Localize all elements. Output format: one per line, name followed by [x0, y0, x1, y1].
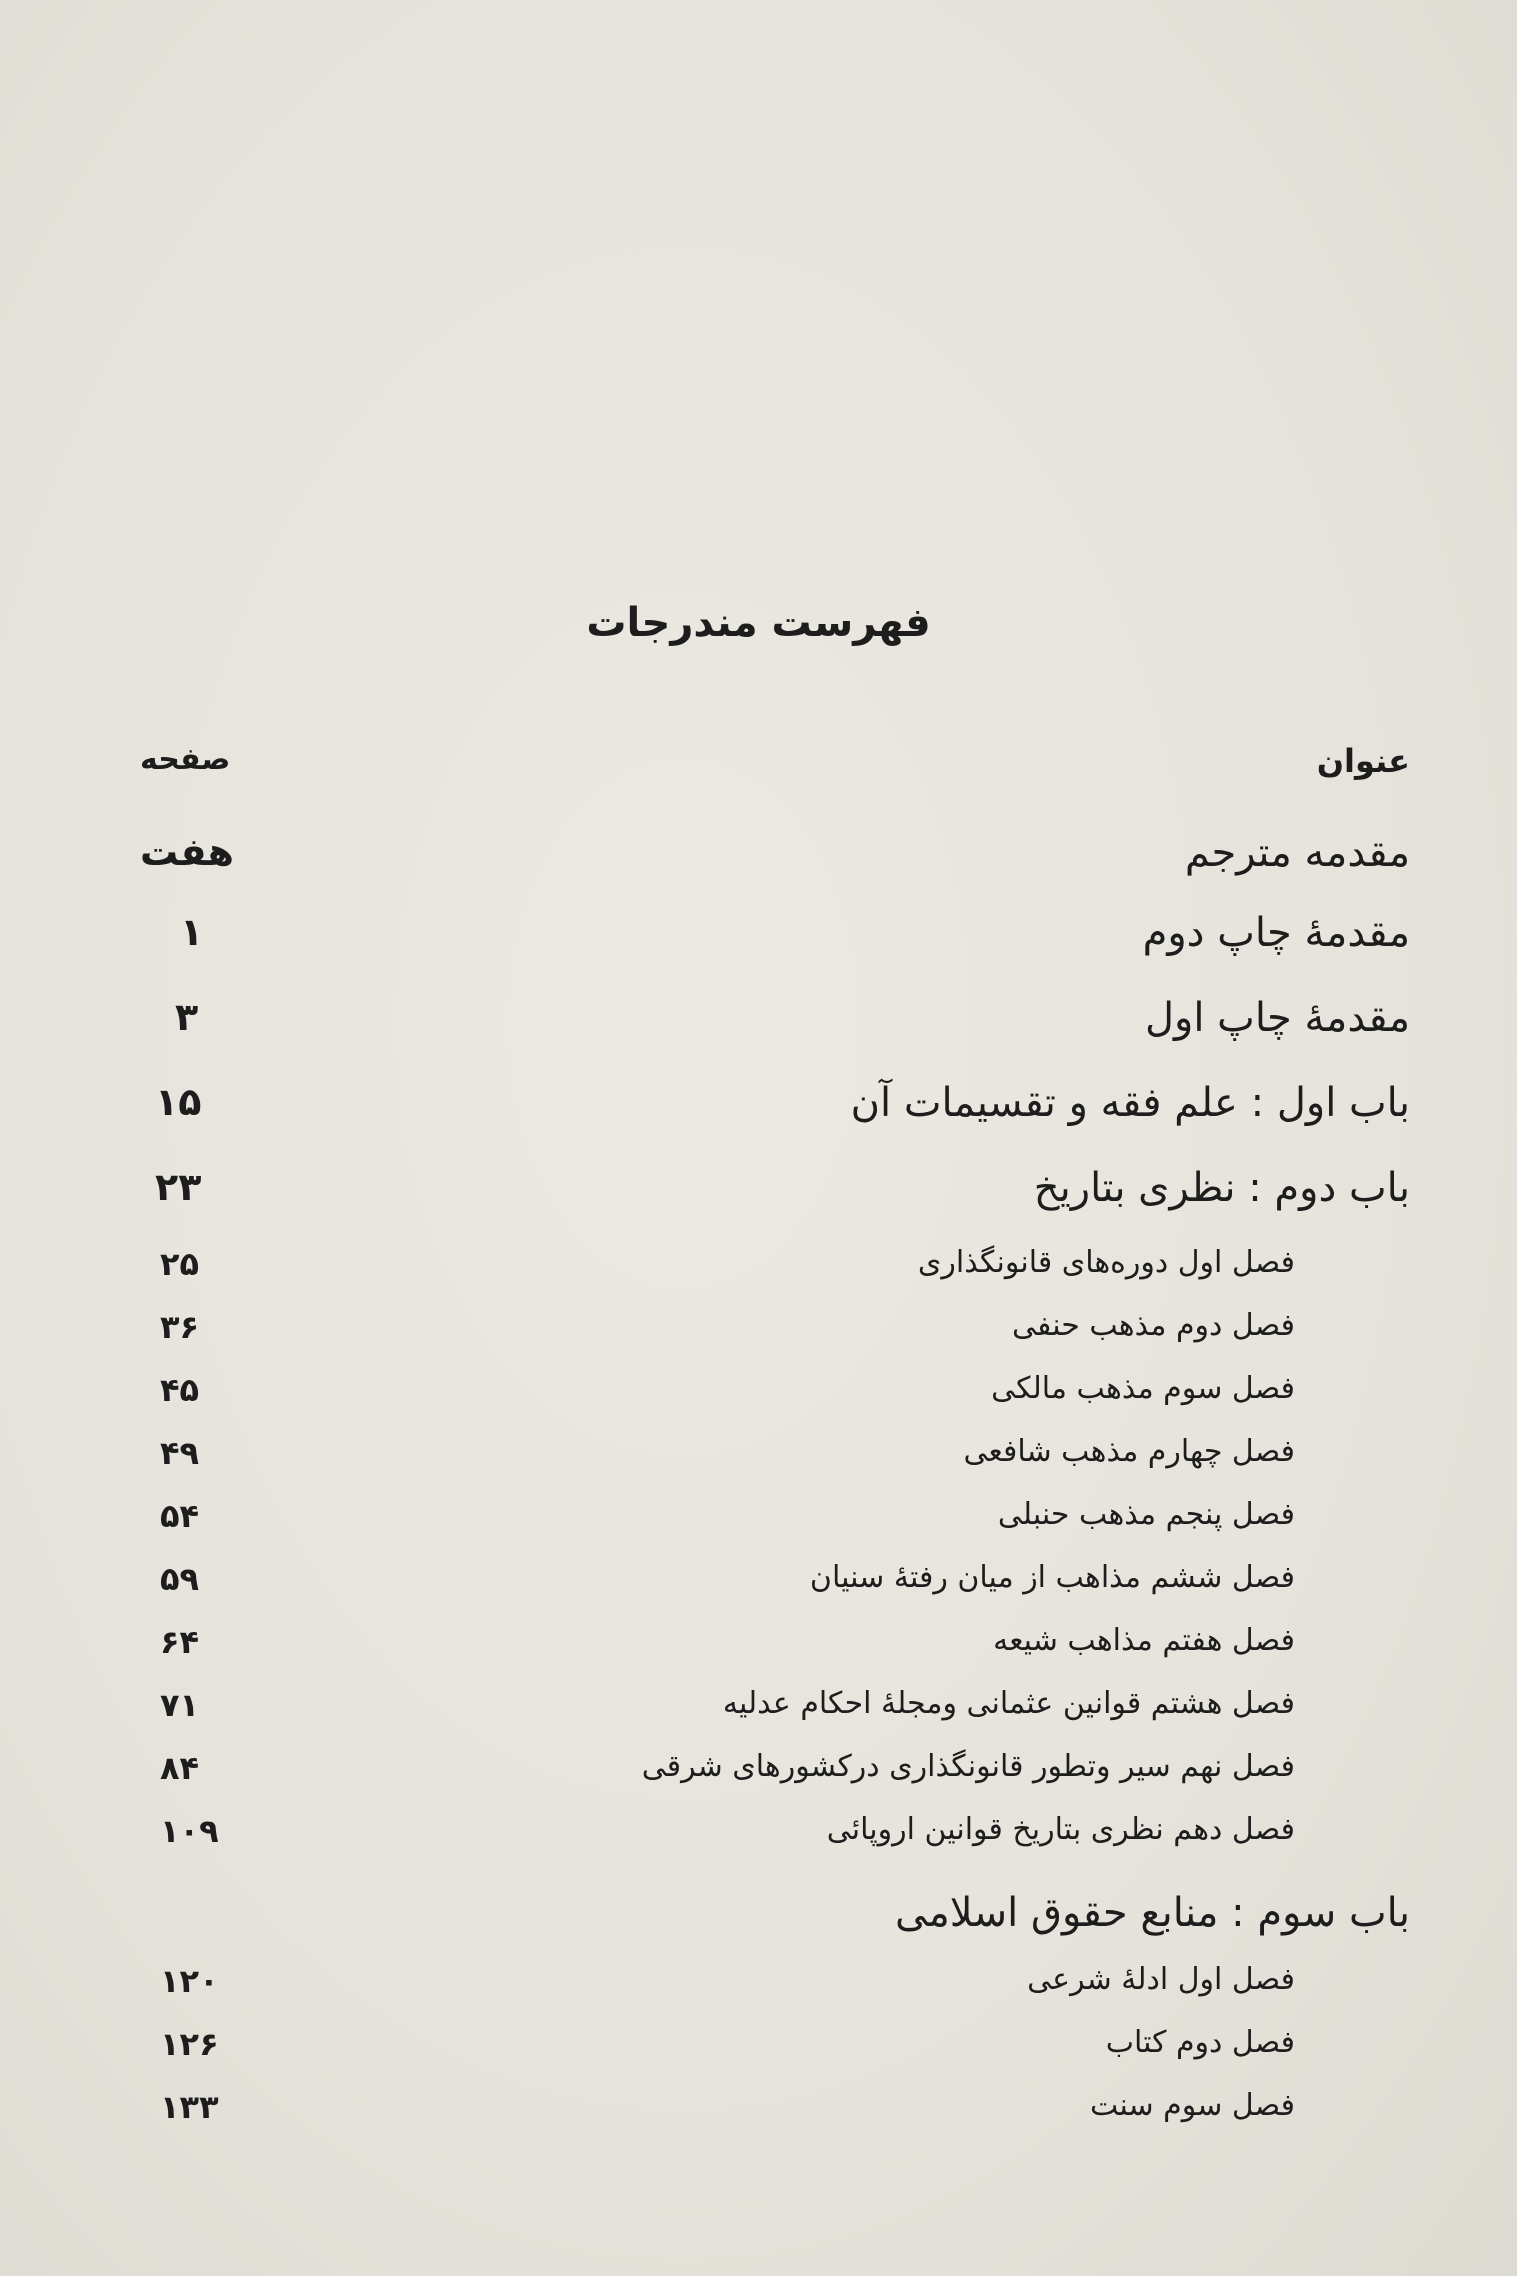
toc-entry-page: ۱۳۳	[160, 2088, 219, 2126]
page-column-header: صفحه	[140, 742, 231, 777]
toc-entry-title: مقدمه مترجم	[1184, 830, 1410, 876]
toc-entry-title: فصل دهم نظری بتاریخ قوانین اروپائی	[826, 1812, 1295, 1847]
toc-entry-title: باب دوم : نظری بتاریخ	[1033, 1165, 1410, 1211]
toc-entry-page: ۳	[175, 995, 199, 1039]
toc-column-headers	[140, 742, 1410, 792]
toc-entry-page: هفت	[140, 830, 234, 874]
toc-entry-page: ۴۵	[160, 1371, 200, 1409]
toc-entry-page: ۸۴	[160, 1749, 200, 1787]
toc-entry-title: فصل هشتم قوانین عثمانی ومجلهٔ احکام عدلیه	[722, 1686, 1295, 1721]
toc-entry-title: فصل دوم مذهب حنفی	[1012, 1308, 1295, 1343]
toc-entry-title: باب اول : علم فقه و تقسیمات آن	[850, 1080, 1410, 1126]
toc-entry-page: ۱	[180, 910, 204, 954]
toc-entry-page: ۵۹	[160, 1560, 200, 1598]
toc-entry-page: ۷۱	[160, 1686, 200, 1724]
toc-entry-page: ۳۶	[160, 1308, 200, 1346]
toc-entry-title: مقدمهٔ چاپ دوم	[1142, 910, 1410, 956]
toc-entry-page: ۲۵	[160, 1245, 200, 1283]
toc-entry-title: فصل نهم سیر وتطور قانونگذاری درکشورهای شرقی	[641, 1749, 1295, 1784]
toc-entry-page: ۴۹	[160, 1434, 200, 1472]
toc-entry-title: فصل سوم مذهب مالکی	[991, 1371, 1295, 1406]
toc-entry-title: فصل اول ادلهٔ شرعی	[1027, 1962, 1295, 1997]
toc-entry-title: فصل چهارم مذهب شافعی	[963, 1434, 1295, 1469]
toc-entry-title: فصل سوم سنت	[1089, 2088, 1295, 2123]
toc-entry-page: ۱۲۰	[160, 1962, 219, 2000]
title-column-header: عنوان	[1316, 742, 1410, 780]
toc-entry-page: ۵۴	[160, 1497, 200, 1535]
toc-entry-title: فصل پنجم مذهب حنبلی	[997, 1497, 1295, 1532]
toc-entry-title: فصل ششم مذاهب از میان رفتهٔ سنیان	[809, 1560, 1295, 1595]
toc-entry-title: فصل اول دوره‌های قانونگذاری	[917, 1245, 1295, 1280]
toc-entry-title: فصل دوم کتاب	[1105, 2025, 1295, 2060]
toc-entry-page: ۱۰۹	[160, 1812, 219, 1850]
toc-entry-page: ۱۵	[155, 1080, 202, 1124]
toc-entry-title: باب سوم : منابع حقوق اسلامی	[895, 1890, 1410, 1936]
toc-entry-page: ۶۴	[160, 1623, 200, 1661]
toc-entry-title: فصل هفتم مذاهب شیعه	[993, 1623, 1295, 1658]
toc-entry-page: ۱۲۶	[160, 2025, 219, 2063]
toc-entry-page: ۲۳	[155, 1165, 202, 1209]
toc-heading: فهرست مندرجات	[586, 600, 931, 646]
toc-entry-title: مقدمهٔ چاپ اول	[1144, 995, 1410, 1041]
